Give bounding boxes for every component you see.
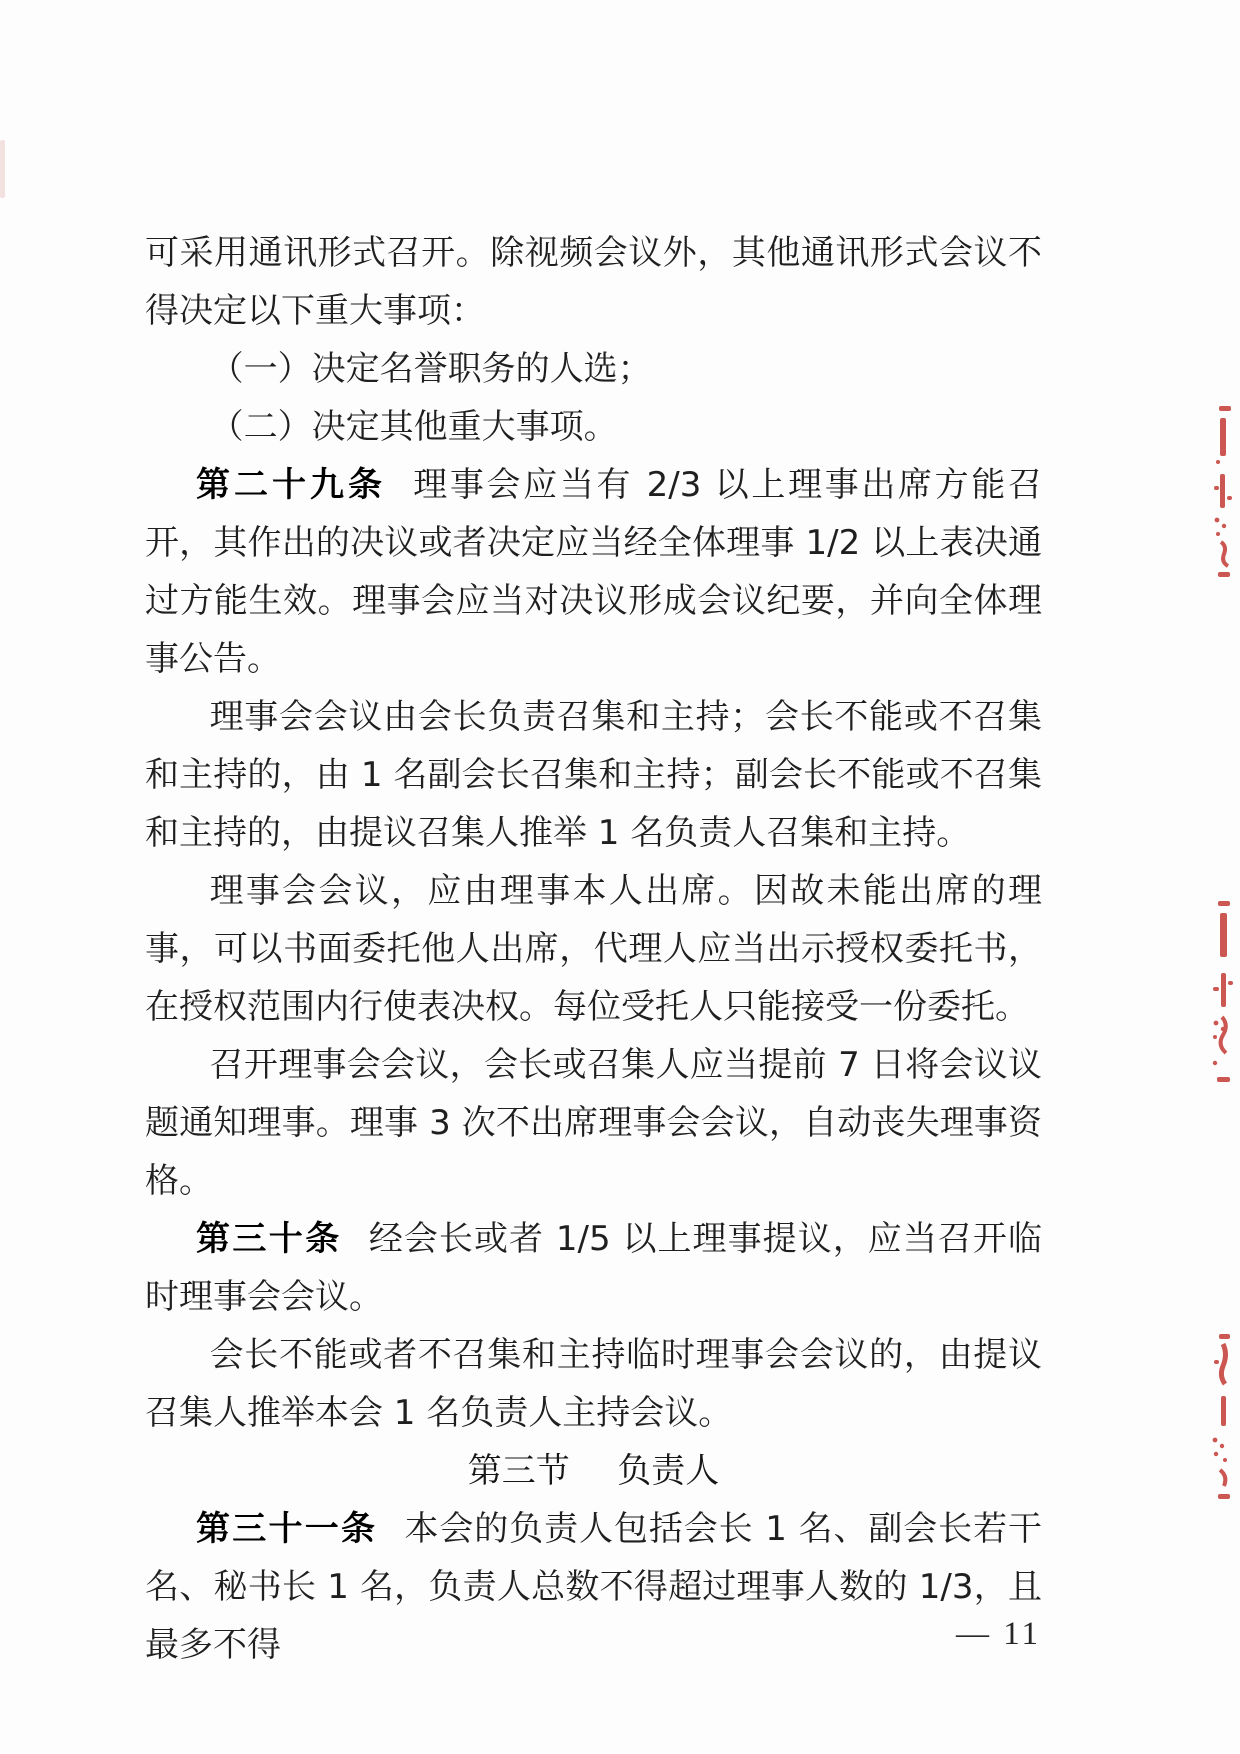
page-number: — 11 <box>956 1616 1042 1652</box>
article-29-number: 第二十九条 <box>196 465 387 505</box>
item-two-paragraph: （二）决定其他重大事项。 <box>209 407 618 447</box>
proxy-attendance-paragraph: 理事会会议，应由理事本人出席。因故未能出席的理事，可以书面委托他人出席，代理人应当出示授权委托书，在授权范围内行使表决权。每位受托人只能接受一份委托。 <box>145 871 1042 1027</box>
article-30-paragraph <box>145 1210 1042 1326</box>
article-30-number: 第三十条 <box>196 1219 342 1259</box>
item-one-paragraph: （一）决定名誉职务的人选； <box>209 349 652 389</box>
article-31-number: 第三十一条 <box>196 1509 378 1549</box>
red-stamp-fragment-middle <box>1206 895 1236 1101</box>
article-31-paragraph <box>145 1500 1042 1674</box>
continuation-paragraph: 可采用通讯形式召开。除视频会议外，其他通讯形式会议不得决定以下重大事项： <box>145 233 1042 331</box>
article-29-paragraph <box>145 456 1042 688</box>
faint-red-smudge <box>0 140 5 198</box>
interim-meeting-host-paragraph: 会长不能或者不召集和主持临时理事会会议的，由提议召集人推举本会 1 名负责人主持会议。 <box>145 1335 1042 1433</box>
red-stamp-fragment-top <box>1206 402 1236 588</box>
convening-paragraph: 理事会会议由会长负责召集和主持；会长不能或不召集和主持的，由 1 名副会长召集和主持；副会长不能或不召集和主持的，由提议召集人推举 1 名负责人召集和主持。 <box>145 697 1042 853</box>
meeting-notice-paragraph: 召开理事会会议，会长或召集人应当提前 7 日将会议议题通知理事。理事 3 次不出席理事会会议，自动丧失理事资格。 <box>145 1045 1042 1201</box>
article-31-text: 本会的负责人包括会长 1 名、副会长若干名、秘书长 1 名，负责人总数不得超过理事人数的 1/3，且最多不得 <box>145 1509 1042 1665</box>
red-stamp-fragment-bottom <box>1206 1330 1236 1512</box>
section-3-title: 负责人 <box>617 1451 720 1491</box>
document-body <box>145 224 1042 1674</box>
section-3-heading <box>145 1442 1042 1500</box>
article-29-text: 理事会应当有 2/3 以上理事出席方能召开，其作出的决议或者决定应当经全体理事 1/2 以上表决通过方能生效。理事会应当对决议形成会议纪要，并向全体理事公告。 <box>145 465 1042 679</box>
section-3-number: 第三节 <box>467 1451 570 1491</box>
article-30-text: 经会长或者 1/5 以上理事提议，应当召开临时理事会会议。 <box>145 1219 1042 1317</box>
